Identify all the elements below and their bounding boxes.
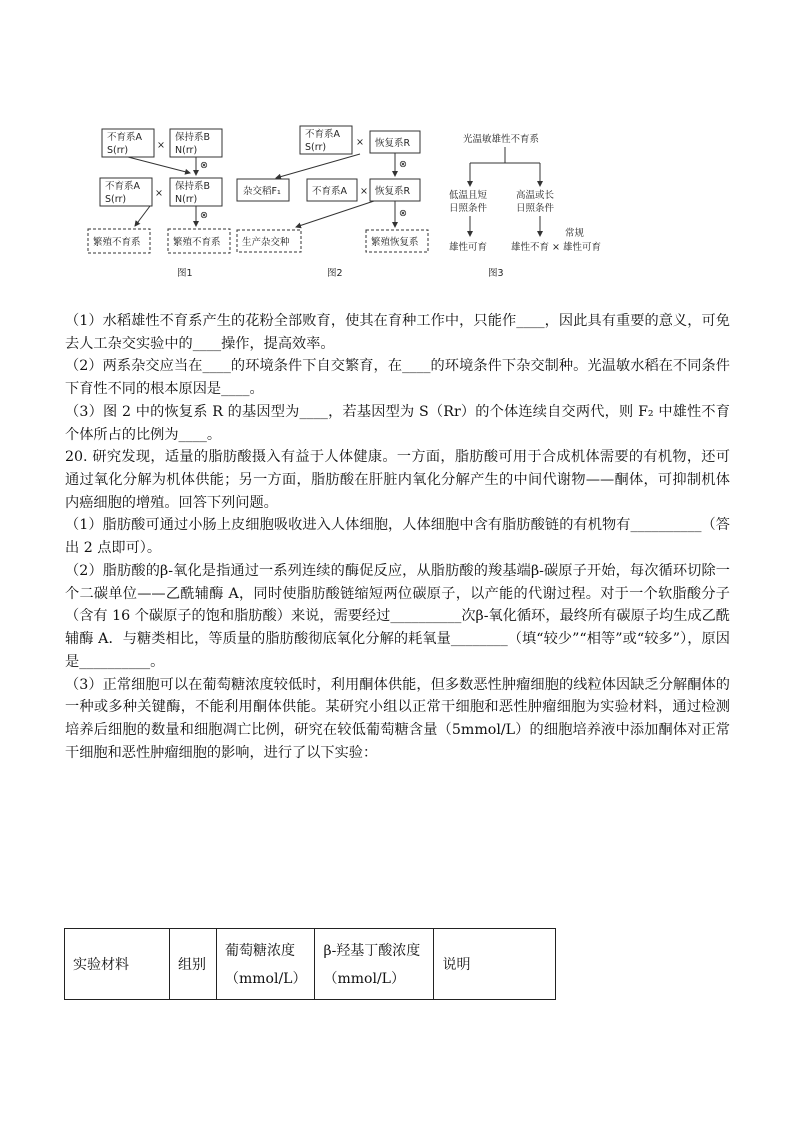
- fig2-out-2-label: 繁殖恢复系: [371, 237, 419, 248]
- fig1-cross-1: ×: [157, 140, 165, 151]
- header-group: 组别: [170, 929, 217, 1000]
- fig3-right-cond-1: 高温或长: [516, 190, 555, 201]
- header-glucose-name: 葡萄糖浓度: [225, 943, 295, 959]
- q20-part2: （2）脂肪酸的β-氧化是指通过一系列连续的酶促反应，从脂肪酸的羧基端β-碳原子开始，每次循环切除一个二碳单位——乙酰辅酶 A，同时使脂肪酸链缩短两位碳原子，以产能的代谢过程。对于一个软脂酸分子（含有 16 个碳原子的饱和脂肪酸）来说，需要经过__________次β-氧化循环，最终所有碳原子均生成乙酰辅酶 A．与糖类相比，等质量的脂肪酸彻底氧化分解的耗氧量________（填“较少”“相等”或“较多”），原因是__________。: [65, 562, 730, 670]
- figure-1: [88, 129, 230, 279]
- figure-2: [237, 126, 428, 279]
- fig3-title: 光温敏雄性不育系: [463, 134, 540, 145]
- fig3-caption: 图3: [488, 268, 504, 279]
- q20-stem: 20. 研究发现，适量的脂肪酸摄入有益于人体健康。一方面，脂肪酸可用于合成机体需要的有机物，还可通过氧化分解为机体供能；另一方面，脂肪酸在肝脏内氧化分解产生的中间代谢物——酮体，可抑制机体内癌细胞的增殖。回答下列问题。: [65, 449, 730, 511]
- fig1-self-1: ⊗: [200, 160, 208, 171]
- figures-area: [0, 0, 793, 290]
- q20-part1: （1）脂肪酸可通过小肠上皮细胞吸收进入人体细胞，人体细胞中含有脂肪酸链的有机物有__________（答出 2 点即可）。: [65, 517, 730, 557]
- header-bhb-name: β-羟基丁酸浓度: [323, 943, 421, 959]
- fig3-left-result: 雄性可育: [449, 242, 488, 253]
- q19-part2: （2）两系杂交应当在____的环境条件下自交繁育，在____的环境条件下杂交制种。光温敏水稻在不同条件下育性不同的根本原因是____。: [65, 358, 730, 398]
- fig1-box-b1-name: 保持系B: [175, 132, 211, 143]
- fig3-right-result: 雄性不育 × 雄性可育: [511, 242, 601, 253]
- fig1-box-b1-genotype: N(rr): [175, 145, 198, 156]
- figure-3: [449, 133, 601, 279]
- fig2-box-r2-name: 恢复系R: [375, 186, 411, 197]
- fig1-box-b2-name: 保持系B: [175, 181, 211, 192]
- fig1-out-2-label: 繁殖不育系: [173, 237, 221, 248]
- fig1-box-a1-name: 不育系A: [107, 132, 142, 143]
- fig2-cross: ×: [356, 137, 364, 148]
- fig3-normal: 常规: [565, 228, 585, 239]
- fig1-box-a2-name: 不育系A: [105, 181, 140, 192]
- fig3-left-cond-1: 低温且短: [449, 190, 488, 201]
- q19-part3: （3）图 2 中的恢复系 R 的基因型为____，若基因型为 S（Rr）的个体连续自交两代，则 F₂ 中雄性不育个体所占的比例为____。: [65, 403, 730, 443]
- header-bhb-unit: （mmol/L）: [323, 971, 405, 987]
- fig3-right-cond-2: 日照条件: [516, 203, 555, 214]
- genetics-diagrams: [0, 0, 793, 290]
- fig1-caption: 图1: [177, 268, 193, 279]
- fig3-left-cond-2: 日照条件: [449, 203, 488, 214]
- question-block: [65, 310, 730, 764]
- header-glucose-unit: （mmol/L）: [225, 971, 307, 987]
- experiment-table: [64, 928, 556, 1000]
- fig1-box-a2-genotype: S(rr): [105, 194, 127, 205]
- fig2-box-r-name: 恢复系R: [375, 138, 411, 149]
- fig1-self-2: ⊗: [200, 210, 208, 221]
- fig2-self-2: ⊗: [399, 208, 407, 219]
- fig1-box-a1-genotype: S(rr): [107, 145, 129, 156]
- fig2-hybrid-label: 杂交稻F₁: [243, 186, 281, 197]
- fig1-out-1-label: 繁殖不育系: [93, 237, 141, 248]
- fig2-cross-2: ×: [360, 186, 368, 197]
- header-glucose: [217, 929, 315, 1000]
- header-material: 实验材料: [65, 929, 170, 1000]
- fig2-caption: 图2: [327, 268, 343, 279]
- fig2-box-a2-name: 不育系A: [312, 186, 347, 197]
- header-bhb: [315, 929, 434, 1000]
- fig1-cross-2: ×: [155, 188, 163, 199]
- fig2-box-a-name: 不育系A: [305, 129, 340, 140]
- q20-part3: （3）正常细胞可以在葡萄糖浓度较低时，利用酮体供能，但多数恶性肿瘤细胞的线粒体因缺乏分解酮体的一种或多种关键酶，不能利用酮体供能。某研究小组以正常干细胞和恶性肿瘤细胞为实验材料，通过检测培养后细胞的数量和细胞凋亡比例，研究在较低葡萄糖含量（5mmol/L）的细胞培养液中添加酮体对正常干细胞和恶性肿瘤细胞的影响，进行了以下实验：: [65, 676, 730, 761]
- fig2-out-1-label: 生产杂交种: [242, 237, 290, 248]
- q19-part1: （1）水稻雄性不育系产生的花粉全部败育，使其在育种工作中，只能作____，因此具有重要的意义，可免去人工杂交实验中的____操作，提高效率。: [65, 313, 730, 352]
- header-note: 说明: [434, 929, 556, 1000]
- fig2-self-1: ⊗: [399, 159, 407, 170]
- fig2-box-a-genotype: S(rr): [305, 142, 327, 153]
- table-header-row: [65, 929, 556, 1000]
- fig1-box-b2-genotype: N(rr): [175, 194, 198, 205]
